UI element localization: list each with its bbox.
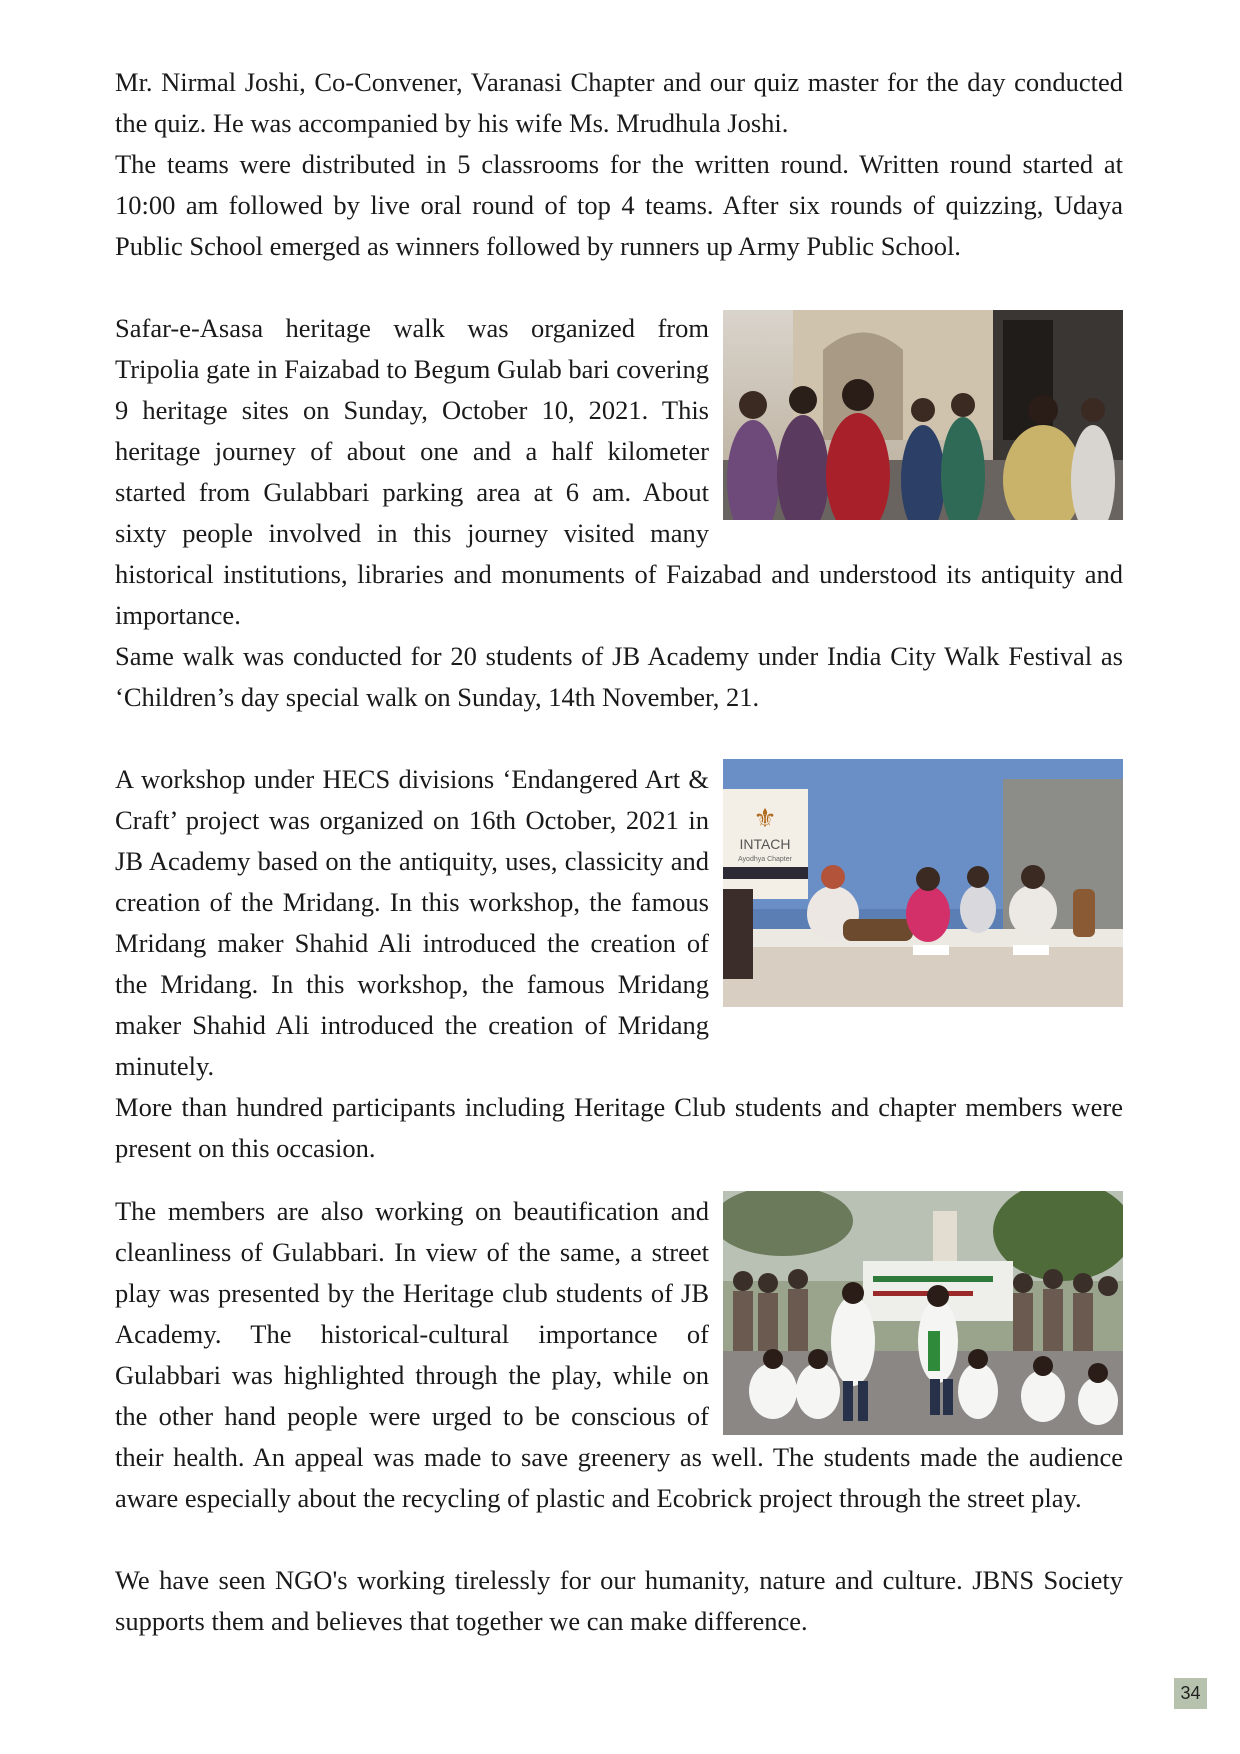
paragraph-mridang-workshop: A workshop under HECS divisions ‘Endangered Art & Craft’ project was organized on 16th October, 2021 in JB Academy based on the antiquity, uses, classicity and creation of the Mridang. In this workshop, the famous Mridang maker Shahid Ali introduced the creation of the Mridang. In this workshop, the famous Mridang maker Shahid Ali introduced the creation of Mridang minutely. [115, 764, 709, 1081]
paragraph-quiz-master: Mr. Nirmal Joshi, Co-Convener, Varanasi Chapter and our quiz master for the day conducted the quiz. He was accompanied by his wife Ms. Mrudhula Joshi. [115, 67, 1123, 138]
page-number: 34 [1174, 1678, 1207, 1709]
paragraph-participants: More than hundred participants including Heritage Club students and chapter members were present on this occasion. [115, 1092, 1123, 1163]
mridang-workshop-photo [723, 759, 1123, 1007]
banner-chapter-text: Ayodhya Chapter [738, 856, 792, 863]
heritage-walk-photo [723, 310, 1123, 520]
paragraph-heritage-walk: Safar-e-Asasa heritage walk was organized from Tripolia gate in Faizabad to Begum Gulab bari covering 9 heritage sites on Sunday, October 10, 2021. This heritage journey of about one and a half kilometer started from Gulabbari parking area at 6 am. About sixty people involved in this journey visited many historical institutions, libraries and monuments of Faizabad and understood its antiquity and importance. [115, 313, 1123, 630]
paragraph-street-play: The members are also working on beautification and cleanliness of Gulabbari. In view of the same, a street play was presented by the Heritage club students of JB Academy. The historical-cultural importance of Gulabbari was highlighted through the play, while on the other hand people were urged to be conscious of their health. An appeal was made to save greenery as well. The students made the audience aware especially about the recycling of plastic and Ecobrick project through the street play. [115, 1196, 1123, 1513]
street-play-photo [723, 1191, 1123, 1435]
paragraph-childrens-day-walk: Same walk was conducted for 20 students of JB Academy under India City Walk Festival as ‘Children’s day special walk on Sunday, 14th November, 21. [115, 641, 1123, 712]
paragraph-closing: We have seen NGO's working tirelessly for our humanity, nature and culture. JBNS Society supports them and believes that together we can make difference. [115, 1565, 1123, 1636]
document-page [115, 62, 1123, 1642]
intach-banner [723, 789, 808, 899]
paragraph-quiz-results: The teams were distributed in 5 classrooms for the written round. Written round started at 10:00 am followed by live oral round of top 4 teams. After six rounds of quizzing, Udaya Public School emerged as winners followed by runners up Army Public School. [115, 149, 1123, 261]
banner-org-text: INTACH [739, 836, 791, 852]
svg-text:⚜: ⚜ [753, 804, 777, 833]
